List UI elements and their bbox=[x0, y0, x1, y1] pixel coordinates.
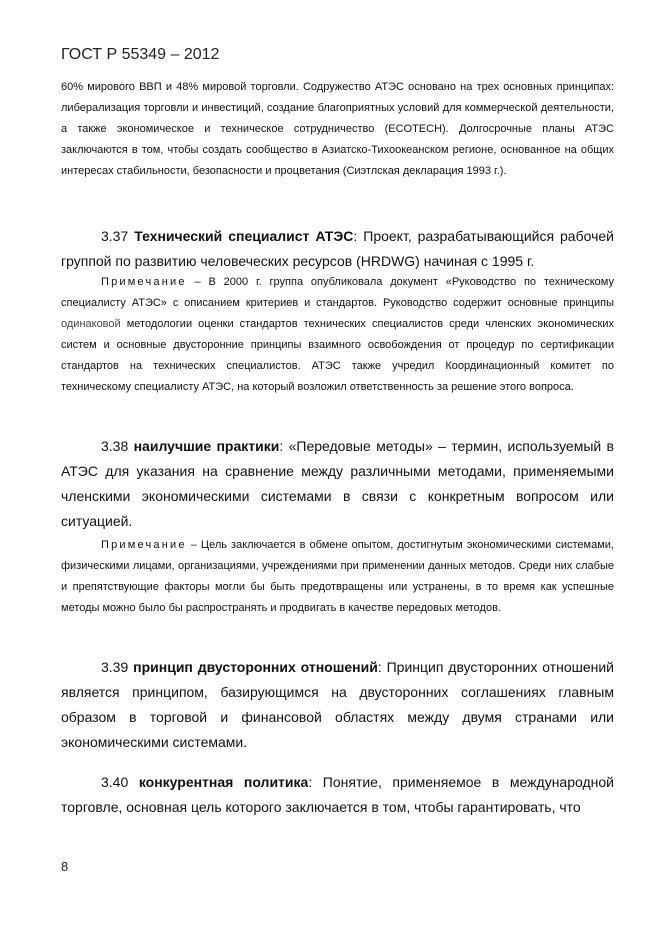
term-definition: : Проект, разрабатывающийся рабочей группой по развитию человеческих ресурсов (HRDWG) начиная с 1995 г. bbox=[61, 228, 614, 269]
term-number: 3.40 bbox=[101, 774, 129, 790]
page-number: 8 bbox=[61, 859, 69, 874]
term-number: 3.38 bbox=[101, 438, 129, 454]
note-highlight: одинаковой bbox=[61, 318, 121, 330]
note-text: – Цель заключается в обмене опытом, достигнутым экономическими системами, физическими лицами, организациями, учреждениями при применении данных методов. Среди них слабые и препятствующие факторы могли бы быть предотвращены или устранены, в то время как успешные методы можно было бы распространять и продвигать в качестве передовых методов. bbox=[61, 539, 614, 614]
note-3-37 bbox=[61, 272, 614, 398]
term-title: конкурентная политика bbox=[138, 774, 309, 790]
term-definition: : Принцип двусторонних отношений является принципом, базирующимся на двусторонних соглашениях главным образом в торговой и финансовой областях между двумя странами или экономическими системами. bbox=[61, 659, 615, 750]
term-number: 3.39 bbox=[101, 659, 129, 675]
term-title: Технический специалист АТЭС bbox=[134, 228, 354, 244]
term-definition: : «Передовые методы» – термин, используемый в АТЭС для указания на сравнение между различными методами, применяемыми членскими экономическими системами в связи с конкретным вопросом или ситуацией. bbox=[61, 438, 614, 529]
note-3-38 bbox=[61, 535, 614, 619]
continuation-paragraph: 60% мирового ВВП и 48% мировой торговли. Содружество АТЭС основано на трех основных принципах: либерализация торговли и инвестиций, создание благоприятных условий для коммерческой деятельности, а также экономическое и техническое сотрудничество (ECOTECH). Долгосрочные планы АТЭС заключаются в том, чтобы создать сообщество в Азиатско-Тихоокеанском регионе, основанное на общих интересах стабильности, безопасности и процветания (Сиэтлская декларация 1993 г.). bbox=[61, 81, 614, 177]
term-3-40 bbox=[61, 770, 614, 820]
term-definition: : Понятие, применяемое в международной торговле, основная цель которого заключается в том, чтобы гарантировать, что bbox=[61, 774, 614, 815]
term-3-39 bbox=[61, 655, 614, 755]
document-header: ГОСТ Р 55349 – 2012 bbox=[61, 46, 220, 63]
term-3-37 bbox=[61, 224, 614, 274]
term-title: принцип двусторонних отношений bbox=[133, 659, 378, 675]
term-number: 3.37 bbox=[101, 228, 129, 244]
note-label: Примечание bbox=[101, 539, 187, 551]
note-label: Примечание bbox=[101, 276, 187, 288]
note-text: методологии оценки стандартов технических специалистов среди членских экономических систем и основные двусторонние принципы взаимного освобождения от процедур по сертификации стандартов на технических специалистов. АТЭС также учредил Координационный комитет по техническому специалисту АТЭС, на который возложил ответственность за решение этого вопроса. bbox=[61, 318, 614, 393]
term-title: наилучшие практики bbox=[133, 438, 280, 454]
term-3-38 bbox=[61, 434, 614, 534]
note-text: – В 2000 г. группа опубликовала документ «Руководство по техническому специалисту АТЭС» с описанием критериев и стандартов. Руководство содержит основные принципы bbox=[61, 276, 614, 309]
